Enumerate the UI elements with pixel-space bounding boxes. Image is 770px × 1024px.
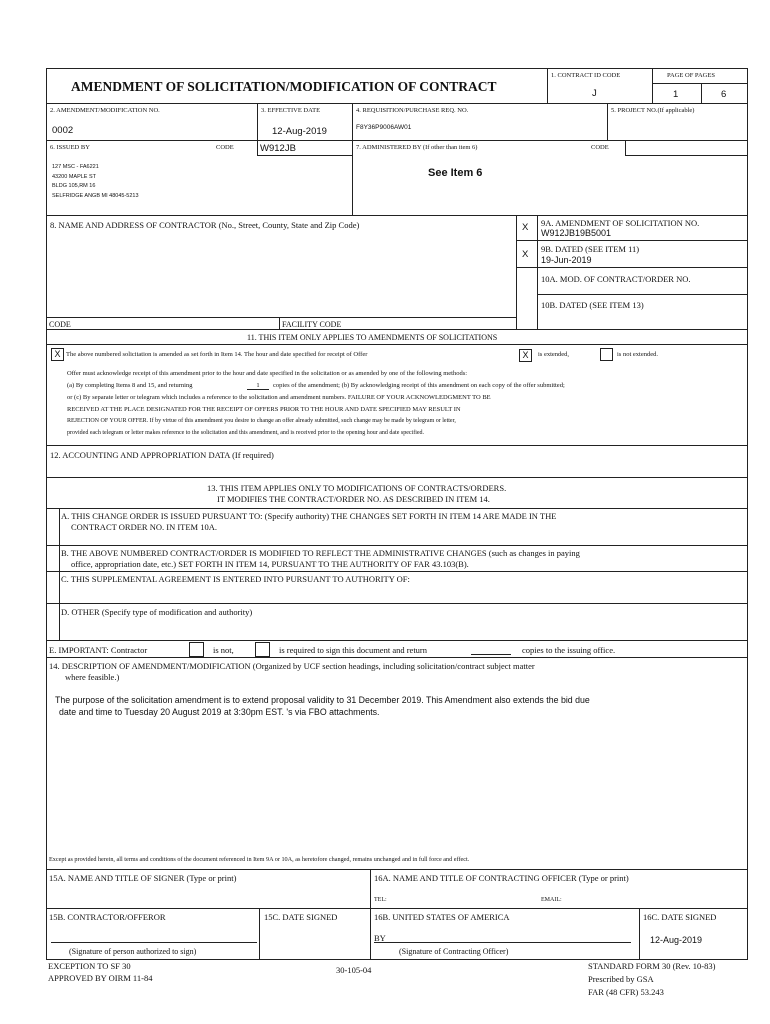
contractor-code-label: CODE: [49, 320, 71, 329]
item-14-footer: Except as provided herein, all terms and conditions of the document referenced in Item 9A or 10A, as heretofore changed, remains unchanged and in full force and effect.: [49, 856, 470, 863]
item-13a-line1: A. THIS CHANGE ORDER IS ISSUED PURSUANT TO: (Specify authority) THE CHANGES SET FORTH IN ITEM 14 ARE MADE IN THE: [61, 511, 557, 521]
amendment-no-cell[interactable]: [46, 103, 258, 141]
is-required-checkbox[interactable]: [255, 642, 270, 657]
issued-by-address: [52, 163, 232, 201]
effective-date-label: 3. EFFECTIVE DATE: [261, 107, 321, 114]
item-9a-label: 9A. AMENDMENT OF SOLICITATION NO.: [541, 218, 700, 228]
usa-sign-caption: (Signature of Contracting Officer): [399, 947, 509, 956]
item-11-p1: Offer must acknowledge receipt of this amendment prior to the hour and date specified in the solicitation or as amended by one of the following methods:: [67, 370, 468, 377]
issued-by-code-cell[interactable]: [257, 140, 353, 156]
administered-by-label: 7. ADMINISTERED BY (If other than item 6): [356, 144, 478, 151]
item-11-line1: The above numbered solicitation is amended as set forth in Item 14. The hour and date specified for receipt of Offer: [66, 351, 368, 358]
amendment-no-value: 0002: [52, 125, 74, 136]
project-no-label: 5. PROJECT NO.(If applicable): [611, 107, 695, 114]
sf30-form: [46, 68, 748, 997]
address-line: 127 MSC - FA6221: [52, 164, 99, 170]
footer-standard-form: STANDARD FORM 30 (Rev. 10-83): [588, 961, 716, 971]
address-line: SELFRIDGE ANGB MI 48045-5213: [52, 192, 139, 199]
item-13-cell: [46, 477, 748, 641]
copies-label: copies to the issuing office.: [522, 645, 616, 655]
footer-exception: EXCEPTION TO SF 30: [48, 961, 131, 971]
address-line: BLDG 105,RM 16: [52, 183, 96, 189]
page-of-pages-cell: [652, 68, 748, 104]
is-not-label: is not,: [213, 645, 234, 655]
administered-by-code-label: CODE: [591, 144, 609, 151]
by-label: BY: [374, 933, 386, 943]
item-11-checkbox[interactable]: X: [51, 348, 64, 361]
footer-far: FAR (48 CFR) 53.243: [588, 987, 664, 997]
item-13c-label: C. THIS SUPPLEMENTAL AGREEMENT IS ENTERED INTO PURSUANT TO AUTHORITY OF:: [61, 574, 410, 584]
officer-date-label: 16C. DATE SIGNED: [643, 912, 717, 922]
contractor-date-cell[interactable]: [259, 908, 371, 960]
usa-sign-cell[interactable]: [370, 908, 640, 960]
facility-code-label: FACILITY CODE: [282, 320, 342, 329]
contract-id-value: J: [592, 88, 597, 99]
item-13a-line2: CONTRACT ORDER NO. IN ITEM 10A.: [71, 522, 217, 532]
signer-name-cell[interactable]: [46, 869, 371, 909]
form-title: AMENDMENT OF SOLICITATION/MODIFICATION OF CONTRACT: [71, 79, 497, 94]
item-12-cell[interactable]: [46, 445, 748, 478]
not-extended-checkbox[interactable]: [600, 348, 613, 361]
item-13b-line2: office, appropriation date, etc.) SET FORTH IN ITEM 14, PURSUANT TO THE AUTHORITY OF FAR 43.103(B).: [71, 559, 469, 569]
effective-date-cell[interactable]: [257, 103, 353, 141]
item-14-label1: 14. DESCRIPTION OF AMENDMENT/MODIFICATION (Organized by UCF section headings, including solicitation/contract subject matter: [49, 661, 535, 671]
item-11-p6: provided each telegram or letter makes reference to the solicitation and this amendment, and is received prior to the opening hour and date specified.: [67, 430, 425, 436]
return-copies[interactable]: 1: [247, 382, 269, 390]
contractor-sign-caption: (Signature of person authorized to sign): [69, 947, 197, 956]
title-cell: [46, 68, 548, 104]
item-9b-value: 19-Jun-2019: [541, 255, 592, 265]
email-label: EMAIL:: [541, 897, 562, 903]
tel-label: TEL:: [374, 897, 387, 903]
footer-approved: APPROVED BY OIRM 11-84: [48, 973, 153, 983]
amendment-mod-cell: [516, 215, 748, 330]
item-9a-value: W912JB19B5001: [541, 228, 612, 238]
requisition-value: F8Y36P9006AW01: [356, 124, 412, 131]
item-11-p4: RECEIVED AT THE PLACE DESIGNATED FOR THE RECEIPT OF OFFERS PRIOR TO THE HOUR AND DATE SPECIFIED MAY RESULT IN: [67, 406, 461, 413]
page-current: 1: [673, 89, 679, 100]
officer-date-value: 12-Aug-2019: [650, 935, 703, 945]
page-of-pages-label: PAGE OF PAGES: [667, 72, 715, 79]
item-10b-label: 10B. DATED (SEE ITEM 13): [541, 300, 644, 310]
item-e-label: E. IMPORTANT: Contractor: [49, 645, 148, 655]
contractor-label: 8. NAME AND ADDRESS OF CONTRACTOR (No., Street, County, State and Zip Code): [50, 220, 360, 230]
extended-label: is extended,: [538, 351, 570, 358]
contracting-officer-label: 16A. NAME AND TITLE OF CONTRACTING OFFICER (Type or print): [374, 873, 629, 883]
item-10a-label: 10A. MOD. OF CONTRACT/ORDER NO.: [541, 274, 691, 284]
contractor-sign-label: 15B. CONTRACTOR/OFFEROR: [49, 912, 166, 922]
contracting-officer-cell[interactable]: [370, 869, 748, 909]
item-13b-line1: B. THE ABOVE NUMBERED CONTRACT/ORDER IS MODIFIED TO REFLECT THE ADMINISTRATIVE CHANGES (such as changes in paying: [61, 548, 580, 558]
contract-id-cell[interactable]: [547, 68, 653, 104]
project-no-cell[interactable]: [607, 103, 748, 141]
administered-by-value: See Item 6: [428, 167, 483, 179]
extended-checkbox[interactable]: X: [519, 349, 532, 362]
issued-by-code-value: W912JB: [260, 143, 296, 154]
issued-by-code-label: CODE: [216, 144, 234, 151]
requisition-label: 4. REQUISITION/PURCHASE REQ. NO.: [356, 107, 469, 114]
item-13d-label: D. OTHER (Specify type of modification and authority): [61, 607, 253, 617]
issued-by-label: 6. ISSUED BY: [50, 144, 90, 151]
item-12-label: 12. ACCOUNTING AND APPROPRIATION DATA (If required): [50, 450, 274, 460]
item-9a-mark[interactable]: X: [522, 222, 529, 233]
is-not-checkbox[interactable]: [189, 642, 204, 657]
not-extended-label: is not extended.: [617, 351, 658, 358]
contractor-cell[interactable]: [46, 215, 517, 330]
page-total: 6: [721, 89, 727, 100]
item-11-cell: [46, 329, 748, 446]
administered-by-code-cell[interactable]: [625, 140, 748, 156]
item-11-p3: or (c) By separate letter or telegram which includes a reference to the solicitation and amendment numbers. FAILURE OF YOUR ACKNOWLEDGMENT TO BE: [67, 394, 491, 401]
item-14-body1: The purpose of the solicitation amendment is to extend proposal validity to 31 December 2019. This Amendment also extends the bid due: [55, 695, 590, 705]
item-13-header2: IT MODIFIES THE CONTRACT/ORDER NO. AS DESCRIBED IN ITEM 14.: [217, 494, 490, 504]
item-11-p2a: (a) By completing Items 8 and 15, and returning: [67, 382, 193, 389]
contractor-sign-cell[interactable]: [46, 908, 260, 960]
item-9b-mark[interactable]: X: [522, 249, 529, 260]
item-13-header1: 13. THIS ITEM APPLIES ONLY TO MODIFICATIONS OF CONTRACTS/ORDERS.: [207, 483, 507, 493]
effective-date-value: 12-Aug-2019: [272, 126, 327, 137]
is-required-label: is required to sign this document and return: [279, 645, 428, 655]
amendment-no-label: 2. AMENDMENT/MODIFICATION NO.: [50, 107, 160, 114]
footer-form-number: 30-105-04: [336, 965, 372, 975]
item-14-cell[interactable]: [46, 657, 748, 870]
requisition-cell[interactable]: [352, 103, 608, 141]
return-copies-blank[interactable]: [471, 654, 511, 655]
item-11-p2b: copies of the amendment; (b) By acknowledging receipt of this amendment on each copy of the offer submitted;: [273, 382, 565, 389]
item-14-label2: where feasible.): [65, 672, 120, 682]
contractor-date-label: 15C. DATE SIGNED: [264, 912, 338, 922]
item-11-p5: REJECTION OF YOUR OFFER. If by virtue of this amendment you desire to change an offer already submitted, such change may be made by telegram or letter,: [67, 418, 456, 424]
item-11-header: 11. THIS ITEM ONLY APPLIES TO AMENDMENTS OF SOLICITATIONS: [247, 333, 498, 342]
footer-prescribed: Prescribed by GSA: [588, 974, 654, 984]
item-e-cell: [46, 640, 748, 658]
item-9b-label: 9B. DATED (SEE ITEM 11): [541, 244, 640, 254]
contract-id-label: 1. CONTRACT ID CODE: [551, 72, 621, 79]
item-14-body2: date and time to Tuesday 20 August 2019 at 3:30pm EST. 's via FBO attachments.: [59, 707, 380, 717]
signer-name-label: 15A. NAME AND TITLE OF SIGNER (Type or print): [49, 873, 237, 883]
usa-sign-label: 16B. UNITED STATES OF AMERICA: [374, 912, 510, 922]
address-line: 43200 MAPLE ST: [52, 173, 97, 180]
officer-date-cell[interactable]: [639, 908, 748, 960]
